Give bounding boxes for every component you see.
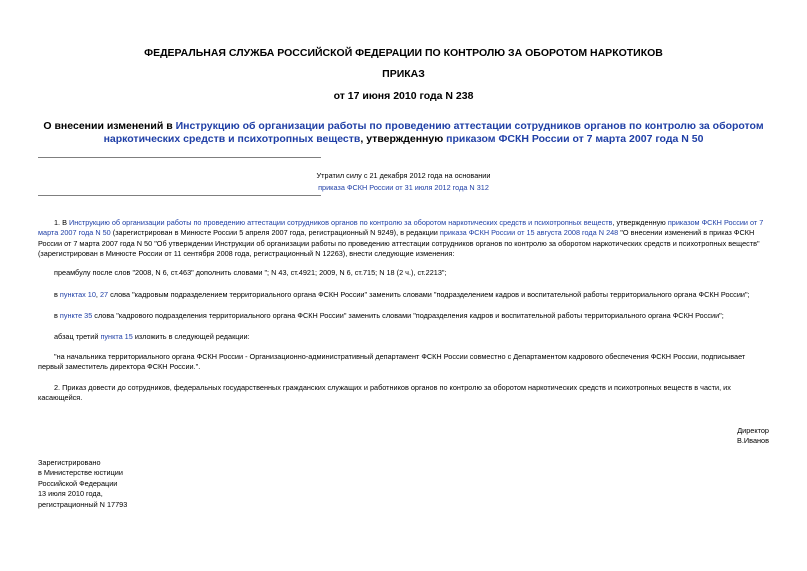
- title-middle: , утвержденную: [360, 133, 447, 145]
- p3-link-item-10[interactable]: пунктах 10: [59, 290, 96, 299]
- p3-text-1: в: [54, 290, 60, 299]
- agency-heading: ФЕДЕРАЛЬНАЯ СЛУЖБА РОССИЙСКОЙ ФЕДЕРАЦИИ ПО КОНТРОЛЮ ЗА ОБОРОТОМ НАРКОТИКОВ: [144, 47, 663, 59]
- p1-text-2: , утвержденную: [612, 218, 668, 227]
- registration-line-1: Зарегистрировано: [38, 458, 101, 467]
- p1-link-order-50[interactable]: приказом ФСКН России от 7 марта 2007 года N 50: [38, 218, 764, 238]
- p1-link-instruction[interactable]: Инструкцию об организации работы по проведению аттестации сотрудников органов по контролю за оборотом наркотических средств и психотропных веществ: [69, 218, 613, 227]
- paragraph-3: [38, 290, 771, 300]
- date-number-heading: от 17 июня 2010 года N 238: [333, 90, 474, 102]
- paragraph-1: [38, 218, 771, 260]
- registration-line-2: в Министерстве юстиции: [38, 468, 123, 478]
- registration-block: [38, 458, 127, 510]
- registration-line-3: Российской Федерации: [38, 478, 118, 488]
- p3-text-3: слова "кадровым подразделением территориального органа ФСКН России" заменить словами "подразделением кадров и воспитательной работы территориального органа ФСКН России";: [108, 290, 750, 299]
- status-note: [250, 170, 557, 194]
- p4-text-1: в: [54, 311, 60, 320]
- divider-bottom: [38, 195, 321, 196]
- p1-text-3: (зарегистрирован в Минюсте России 5 апреля 2007 года, регистрационный N 9249), в редакции: [110, 228, 440, 238]
- p3-text-2: ,: [95, 290, 100, 299]
- title-link-instruction[interactable]: Инструкцию об организации работы по проведению аттестации сотрудников органов по контролю за оборотом наркотических средств и психотропных веществ: [103, 120, 764, 145]
- registration-line-5: регистрационный N 17793: [38, 499, 128, 509]
- status-note-link[interactable]: приказа ФСКН России от 31 июля 2012 года N 312: [318, 183, 489, 192]
- paragraph-5: [38, 332, 771, 342]
- p5-text-1: абзац третий: [54, 332, 101, 341]
- paragraph-7: 2. Приказ довести до сотрудников, федеральных государственных гражданских служащих и работников органов по контролю за оборотом наркотических средств и психотропных веществ в части, их касающейся.: [38, 383, 731, 403]
- p3-link-item-27[interactable]: 27: [99, 290, 109, 299]
- p4-link-item-35[interactable]: пункте 35: [59, 311, 93, 320]
- p1-text-4: "О внесении изменений в приказ ФСКН России от 7 марта 2007 года N 50 "Об утверждении Инструкции об организации работы по проведению аттестации сотрудников органов по контролю за оборотом наркотических средств и психотропных веществ" (зарегистрирован в Минюсте России от 11 сентября 2008 года, регистрационный N 12263), внести следующие изменения:: [38, 228, 760, 259]
- p4-text-2: слова "кадрового подразделения территориального органа ФСКН России" заменить словами "подразделения кадров и воспитательной работы территориального органа ФСКН России";: [92, 311, 724, 320]
- registration-line-4: 13 июля 2010 года,: [38, 489, 103, 499]
- doc-type-heading: ПРИКАЗ: [382, 68, 425, 80]
- paragraph-4: [38, 311, 771, 321]
- status-note-text: Утратил силу с 21 декабря 2012 года на основании: [316, 171, 491, 180]
- document-title: [30, 120, 777, 146]
- p1-text-1: 1. В: [54, 218, 70, 227]
- signature-name: В.Иванов: [737, 436, 769, 445]
- title-link-order[interactable]: приказом ФСКН России от 7 марта 2007 года N 50: [446, 133, 704, 145]
- p5-link-item-15[interactable]: пункта 15: [100, 332, 133, 341]
- paragraph-2: преамбулу после слов "2008, N 6, ст.463" дополнить словами "; N 43, ст.4921; 2009, N 6, ст.715; N 18 (2 ч.), ст.2213";: [54, 268, 447, 277]
- p5-text-2: изложить в следующей редакции:: [132, 332, 250, 341]
- signature-role: Директор: [737, 426, 769, 435]
- divider-top: [38, 157, 321, 158]
- p1-link-order-248[interactable]: приказа ФСКН России от 15 августа 2008 года N 248: [439, 228, 619, 238]
- title-prefix: О внесении изменений в: [43, 120, 176, 132]
- paragraph-6: "на начальника территориального органа ФСКН России - Организационно-административный департамент ФСКН России совместно с Департаментом кадрового обеспечения ФСКН России, подписывает первый заместитель директора ФСКН России.".: [38, 352, 746, 372]
